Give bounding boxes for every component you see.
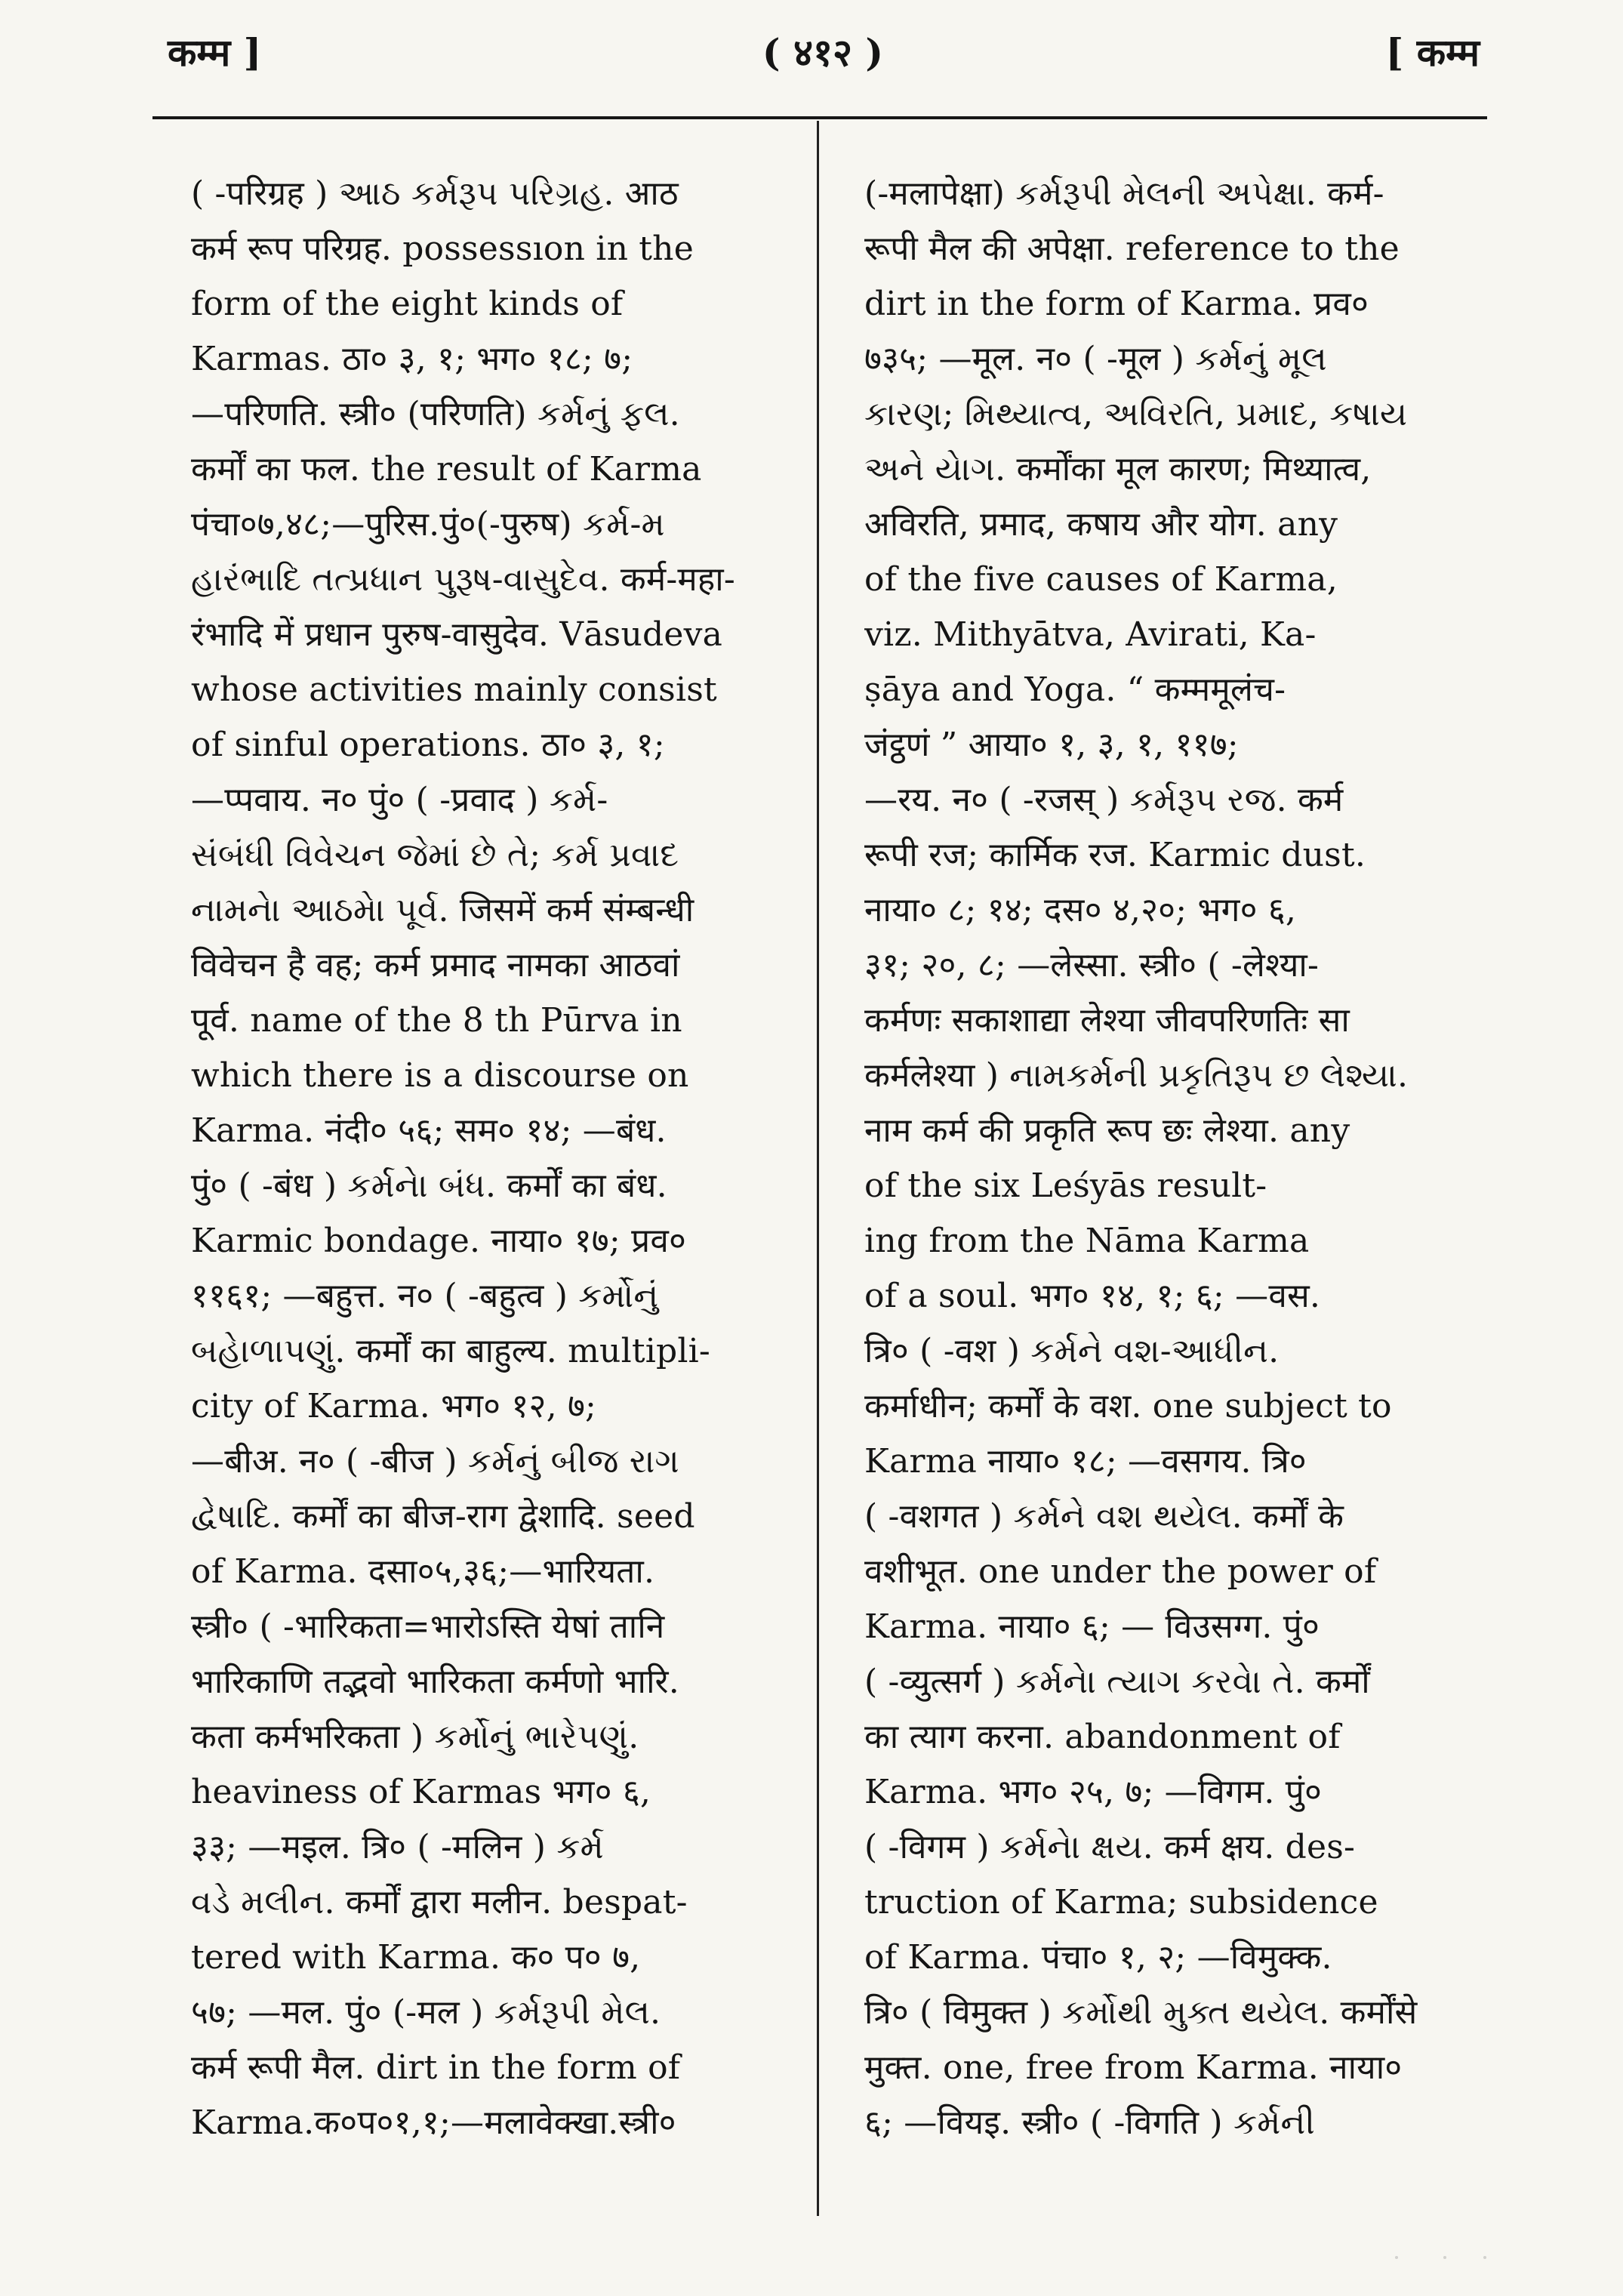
left-column-line: which there is a discourse on bbox=[191, 1056, 689, 1095]
right-column-line: कर्मलेश्या ) નામકર્મની પ્રકૃતિરૂપ છ લેશ્યા. bbox=[864, 1056, 1409, 1095]
right-column-line: of a soul. भग० १४, १; ६; —वस. bbox=[864, 1277, 1321, 1315]
right-column-line: of Karma. पंचा० १, २; —विमुक्क. bbox=[864, 1938, 1332, 1977]
left-column-line: of sinful operations. ठा० ३, १; bbox=[191, 726, 665, 764]
left-column-line: city of Karma. भग० १२, ७; bbox=[191, 1387, 597, 1425]
left-column-line: Karmas. ठा० ३, १; भग० १८; ७; bbox=[191, 340, 633, 378]
right-column-line: Karma. भग० २५, ७; —विगम. पुं० bbox=[864, 1773, 1323, 1811]
left-column-line: स्त्री० ( -भारिकता=भारोऽस्ति येषां तानि bbox=[191, 1607, 665, 1646]
right-column-line: वशीभूत. one under the power of bbox=[864, 1552, 1377, 1591]
left-column-line: पंचा०७,४८;—पुरिस.पुं०(-पुरुष) કર્મ-મ bbox=[191, 505, 665, 544]
right-column-line: viz. Mithyātva, Avirati, Ka- bbox=[864, 615, 1317, 654]
left-column-line: कता कर्मभरिकता ) કર્મોનું ભારેપણું. bbox=[191, 1718, 639, 1756]
left-column-line: વડે મલીન. कर्मों द्वारा मलीन. bespat- bbox=[191, 1883, 688, 1922]
left-column-line: form of the eight kinds of bbox=[191, 285, 624, 323]
right-column-line: त्रि० ( -वश ) કર્મને વશ-આધીન. bbox=[864, 1332, 1280, 1370]
left-column-line: Karma. नंदी० ५६; सम० १४; —बंध. bbox=[191, 1111, 667, 1150]
right-column-line: ६; —वियइ. स्त्री० ( -विगति ) કર્મની bbox=[864, 2103, 1316, 2142]
left-column-line: विवेचन है वह; कर्म प्रमाद नामका आठवां bbox=[191, 946, 680, 985]
right-column-line: ३१; २०, ८; —लेस्सा. स्त्री० ( -लेश्या- bbox=[864, 946, 1320, 985]
right-column-line: कर्मणः सकाशाद्या लेश्या जीवपरिणतिः सा bbox=[864, 1001, 1350, 1040]
right-column-line: ( -विगम ) કર્મનેા ક્ષય. कर्म क्षय. des- bbox=[864, 1828, 1356, 1866]
right-column-line: Karma. नाया० ६; — विउसग्ग. पुं० bbox=[864, 1607, 1320, 1646]
left-column-line: पुं० ( -बंध ) કર્મનેા બંધ. कर्मों का बंध. bbox=[191, 1166, 667, 1205]
right-column-line: मुक्त. one, free from Karma. नाया० bbox=[864, 2048, 1403, 2087]
left-column-line: Karma.क०प०१,१;—मलावेक्खा.स्त्री० bbox=[191, 2103, 676, 2142]
left-column bbox=[191, 166, 795, 2150]
right-column-line: रूपी रज; कार्मिक रज. Karmic dust. bbox=[864, 836, 1366, 874]
right-column-line: (-मलापेक्षा) કર્મરૂપી મેલની અપેક્ષા. कर्म- bbox=[864, 174, 1384, 213]
right-column-line: truction of Karma; subsidence bbox=[864, 1883, 1378, 1922]
right-column-line: કારણ; મિથ્યાત્વ, અવિરતિ, પ્રમાદ, કષાય bbox=[864, 395, 1408, 433]
right-column-line: અને યેાગ. कर्मोंका मूल कारण; मिथ्यात्व, bbox=[864, 450, 1372, 488]
right-column bbox=[864, 166, 1468, 2150]
left-column-line: of Karma. दसा०५,३६;—भारियता. bbox=[191, 1552, 655, 1591]
left-column-line: heaviness of Karmas भग० ६, bbox=[191, 1773, 651, 1811]
right-column-line: नाया० ८; १४; दस० ४,२०; भग० ६, bbox=[864, 891, 1297, 929]
right-column-line: dirt in the form of Karma. प्रव० bbox=[864, 285, 1369, 323]
left-column-line: पूर्व. name of the 8 th Pūrva in bbox=[191, 1001, 682, 1040]
left-column-line: બહેાળાપણું. कर्मों का बाहुल्य. multipli- bbox=[191, 1332, 711, 1370]
left-column-line: रंभादि में प्रधान पुरुष-वासुदेव. Vāsudeva bbox=[191, 615, 723, 654]
left-column-line: भारिकाणि तद्भवो भारिकता कर्मणो भारि. bbox=[191, 1663, 679, 1701]
right-column-line: त्रि० ( विमुक्त ) કર્મોથી મુક્ત થયેલ. कर्मोंसे bbox=[864, 1993, 1418, 2032]
left-column-line: कर्मों का फल. the result of Karma bbox=[191, 450, 702, 488]
left-column-line: —प्पवाय. न० पुं० ( -प्रवाद ) કર્મ- bbox=[191, 781, 608, 819]
paper-speck bbox=[1483, 2256, 1486, 2259]
page-number: ( ४१२ ) bbox=[762, 30, 884, 75]
left-column-line: દ્વેષાદિ. कर्मों का बीज-राग द्वेशादि. seed bbox=[191, 1497, 695, 1536]
right-column-line: ṣāya and Yoga. “ कम्ममूलंच- bbox=[864, 670, 1286, 709]
header-right-guide-word: [ कम्म bbox=[1385, 30, 1480, 75]
right-column-line: कर्माधीन; कर्मों के वश. one subject to bbox=[864, 1387, 1392, 1425]
left-column-line: ५७; —मल. पुं० (-मल ) કર્મરૂપી મેલ. bbox=[191, 1993, 661, 2032]
right-column-line: ७३५; —मूल. न० ( -मूल ) કર્મનું મૂલ bbox=[864, 340, 1327, 378]
header-rule bbox=[152, 116, 1487, 119]
right-column-line: जंट्ठणं ” आया० १, ३, १, ११७; bbox=[864, 726, 1239, 764]
left-column-line: —बीअ. न० ( -बीज ) કર્મનું બીજ રાગ bbox=[191, 1442, 679, 1481]
paper-speck bbox=[1443, 2256, 1446, 2259]
right-column-line: ing from the Nāma Karma bbox=[864, 1222, 1310, 1260]
right-column-line: Karma नाया० १८; —वसगय. त्रि० bbox=[864, 1442, 1307, 1481]
left-column-line: कर्म रूपी मैल. dirt in the form of bbox=[191, 2048, 681, 2087]
left-column-line: कर्म रूप परिग्रह. possessıon in the bbox=[191, 230, 694, 268]
right-column-line: अविरति, प्रमाद, कषाय और योग. any bbox=[864, 505, 1338, 544]
left-column-line: નામનેા આઠમેા પૂર્વ. जिसमें कर्म संम्बन्धी bbox=[191, 891, 694, 929]
right-column-line: ( -वशगत ) કર્મને વશ થયેલ. कर्मों के bbox=[864, 1497, 1344, 1536]
right-column-line: ( -व्युत्सर्ग ) કર્મનેા ત્યાગ કરવેા તે. कर्मों bbox=[864, 1663, 1370, 1701]
left-column-line: ३३; —मइल. त्रि० ( -मलिन ) કર્મ bbox=[191, 1828, 604, 1866]
right-column-line: रूपी मैल की अपेक्षा. reference to the bbox=[864, 230, 1400, 268]
paper-speck bbox=[1395, 2256, 1398, 2259]
left-column-line: tered with Karma. क० प० ७, bbox=[191, 1938, 641, 1977]
page-header bbox=[0, 0, 1623, 128]
left-column-line: હારંભાદિ તત્પ્રધાન પુરૂષ-વાસુદેવ. कर्म-महा- bbox=[191, 560, 735, 599]
header-left-guide-word: कम्म ] bbox=[168, 30, 262, 75]
column-divider bbox=[817, 121, 819, 2216]
right-column-line: of the five causes of Karma, bbox=[864, 560, 1338, 599]
left-column-line: whose activities mainly consist bbox=[191, 670, 717, 709]
left-column-line: Karmic bondage. नाया० १७; प्रव० bbox=[191, 1222, 687, 1260]
right-column-line: —रय. न० ( -रजस् ) કર્મરૂપ રજ. कर्म bbox=[864, 781, 1344, 819]
right-column-line: of the six Leśyās result- bbox=[864, 1166, 1267, 1205]
left-column-line: સંબંધી વિવેચન જેમાં છે તે; કર્મ પ્રવાદ bbox=[191, 836, 679, 874]
left-column-line: ११६१; —बहुत्त. न० ( -बहुत्व ) કર્મોનું bbox=[191, 1277, 659, 1315]
right-column-line: का त्याग करना. abandonment of bbox=[864, 1718, 1341, 1756]
left-column-line: —परिणति. स्त्री० (परिणति) કર્મનું ફલ. bbox=[191, 395, 680, 433]
right-column-line: नाम कर्म की प्रकृति रूप छः लेश्या. any bbox=[864, 1111, 1350, 1150]
left-column-line: ( -परिग्रह ) આઠ કર્મરૂપ પરિગ્રહ. आठ bbox=[191, 174, 679, 213]
